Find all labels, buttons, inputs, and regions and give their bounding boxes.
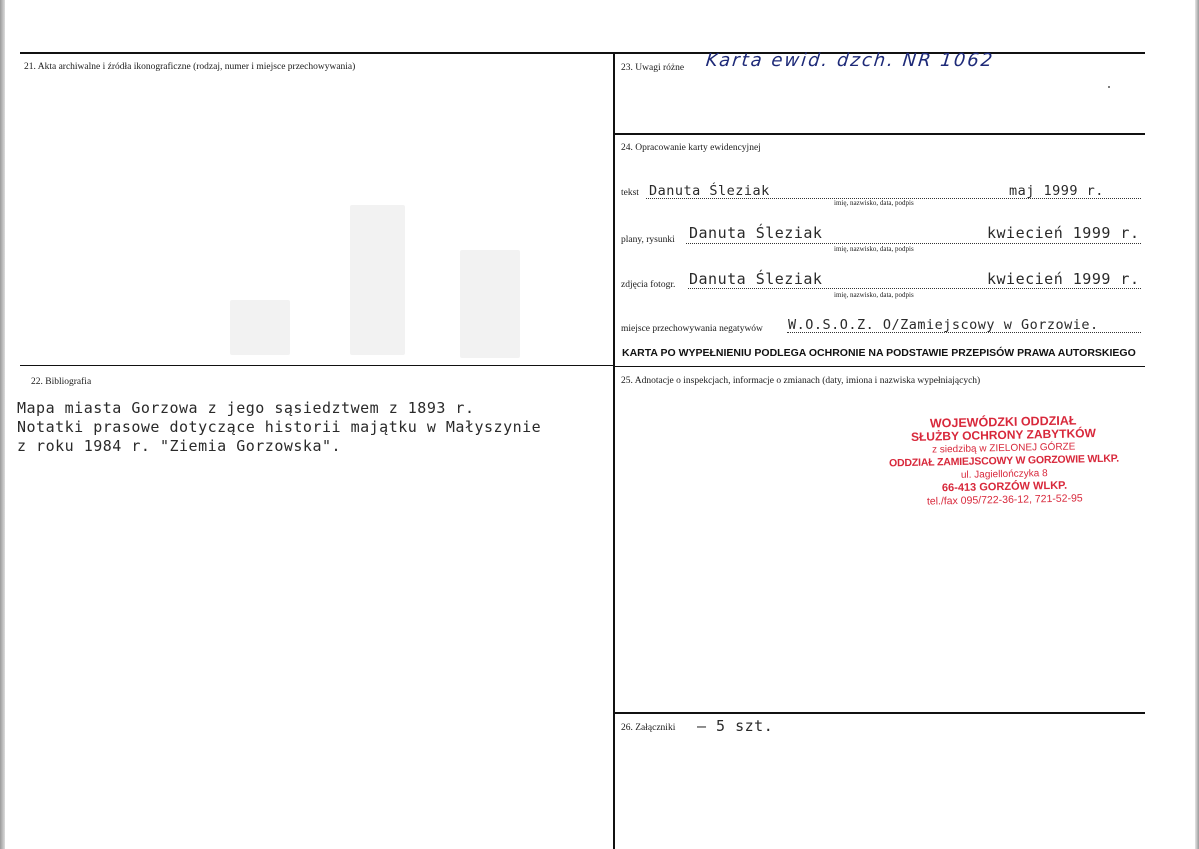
negatives-label: miejsce przechowywania negatywów xyxy=(621,324,763,334)
author-name: Danuta Śleziak xyxy=(689,224,823,242)
row-hint: imię, nazwisko, data, podpis xyxy=(834,199,914,207)
section-22-label: 22. Bibliografia xyxy=(31,377,92,387)
bibliography-line: Mapa miasta Gorzowa z jego sąsiedztwem z 1893 r. xyxy=(17,399,475,417)
row-label-photos: zdjęcia fotogr. xyxy=(621,280,676,290)
section-25-label: 25. Adnotacje o inspekcjach, informacje o zmianach (daty, imiona i nazwiska wypełniających) xyxy=(621,376,981,386)
section-divider-24-25 xyxy=(614,366,1145,367)
author-name: Danuta Śleziak xyxy=(689,270,823,288)
author-date: maj 1999 r. xyxy=(1009,183,1104,199)
show-through-shadow xyxy=(350,205,405,355)
section-23-label: 23. Uwagi różne xyxy=(621,63,685,73)
show-through-shadow xyxy=(230,300,290,355)
office-stamp xyxy=(883,413,1125,509)
row-hint: imię, nazwisko, data, podpis xyxy=(834,291,914,299)
row-label-drawings: plany, rysunki xyxy=(621,235,675,245)
section-26-label: 26. Załączniki xyxy=(621,723,676,733)
show-through-shadow xyxy=(460,250,520,358)
dotted-line xyxy=(688,288,1141,289)
column-divider xyxy=(613,52,615,849)
attachments-count: – 5 szt. xyxy=(697,717,774,735)
section-24-label: 24. Opracowanie karty ewidencyjnej xyxy=(621,143,761,153)
stamp-line: WOJEWÓDZKI ODDZIAŁ xyxy=(929,413,1077,431)
section-divider-23-24 xyxy=(614,133,1145,135)
bibliography-line: Notatki prasowe dotyczące historii majątku w Małyszynie xyxy=(17,418,542,436)
stamp-line: ODDZIAŁ ZAMIEJSCOWY W GORZOWIE WLKP. xyxy=(888,452,1119,470)
copyright-note: KARTA PO WYPEŁNIENIU PODLEGA OCHRONIE NA PODSTAWIE PRZEPISÓW PRAWA AUTORSKIEGO xyxy=(622,347,1136,359)
scan-edge-right xyxy=(1195,0,1199,849)
bibliography-line: z roku 1984 r. "Ziemia Gorzowska". xyxy=(17,437,342,455)
scan-edge-left xyxy=(0,0,5,849)
stamp-line: ul. Jagiellończyka 8 xyxy=(960,468,1048,481)
author-date: kwiecień 1999 r. xyxy=(987,270,1140,288)
author-name: Danuta Śleziak xyxy=(649,183,770,199)
row-hint: imię, nazwisko, data, podpis xyxy=(834,245,914,253)
stamp-line: tel./fax 095/722-36-12, 721-52-95 xyxy=(926,492,1083,508)
dotted-line xyxy=(686,243,1141,244)
scan-speck xyxy=(1108,86,1110,88)
stamp-line: 66-413 GORZÓW WLKP. xyxy=(941,479,1068,495)
negatives-location: W.O.S.O.Z. O/Zamiejscowy w Gorzowie. xyxy=(788,317,1099,333)
section-divider-25-26 xyxy=(614,712,1145,714)
section-divider-left xyxy=(20,365,614,366)
row-label-text: tekst xyxy=(621,188,639,198)
stamp-line: SŁUŻBY OCHRONY ZABYTKÓW xyxy=(910,426,1097,444)
author-date: kwiecień 1999 r. xyxy=(987,224,1140,242)
handwritten-remark: Karta ewid. dzch. NR 1062 xyxy=(704,50,996,71)
stamp-line: z siedzibą w ZIELONEJ GÓRZE xyxy=(931,441,1076,456)
section-21-label: 21. Akta archiwalne i źródła ikonograficzne (rodzaj, numer i miejsce przechowywania) xyxy=(24,62,356,72)
